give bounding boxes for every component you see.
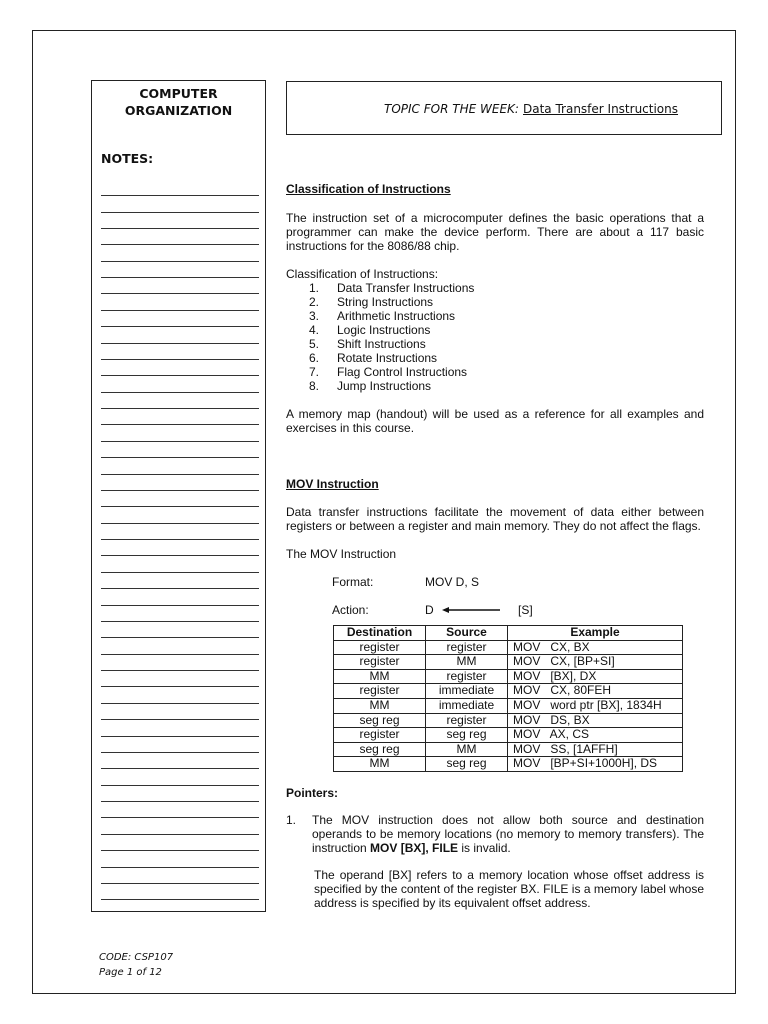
format-label: Format:: [332, 575, 374, 589]
cell-source: register: [426, 669, 508, 684]
col-example: Example: [508, 626, 683, 641]
action-row: [286, 603, 704, 617]
notes-rule-line: [101, 263, 259, 278]
notes-label: NOTES:: [101, 151, 154, 166]
cell-example: MOV SS, [1AFFH]: [508, 742, 683, 757]
format-value: MOV D, S: [425, 575, 480, 589]
cell-destination: register: [334, 728, 426, 743]
col-source: Source: [426, 626, 508, 641]
cell-destination: register: [334, 655, 426, 670]
cell-destination: MM: [334, 698, 426, 713]
cell-example: MOV CX, [BP+SI]: [508, 655, 683, 670]
pointer-text-b: is invalid.: [458, 840, 511, 855]
notes-rule-line: [101, 459, 259, 474]
pointer-1-explanation: The operand [BX] refers to a memory location whose offset address is specified by the content of the register BX. FILE is a memory label whose address is specified by its equivalent offset address.: [314, 867, 704, 910]
cell-destination: seg reg: [334, 713, 426, 728]
notes-rule-line: [101, 590, 259, 605]
notes-rule-line: [101, 689, 259, 704]
notes-rule-line: [101, 427, 259, 442]
notes-rule-line: [101, 672, 259, 687]
list-item: [286, 323, 704, 337]
cell-destination: register: [334, 640, 426, 655]
pointer-code: MOV [BX], FILE: [370, 840, 459, 855]
list-item-number: 8.: [309, 379, 320, 393]
notes-rule-line: [101, 443, 259, 458]
action-src: [S]: [518, 603, 533, 617]
cell-destination: MM: [334, 669, 426, 684]
notes-rule-line: [101, 181, 259, 196]
notes-rule-line: [101, 312, 259, 327]
topic-value: Data Transfer Instructions: [523, 102, 679, 116]
cell-source: register: [426, 713, 508, 728]
cell-destination: MM: [334, 757, 426, 772]
notes-rule-line: [101, 328, 259, 343]
notes-rule-line: [101, 279, 259, 294]
cell-example: MOV word ptr [BX], 1834H: [508, 698, 683, 713]
notes-rule-line: [101, 623, 259, 638]
list-item-number: 2.: [309, 295, 320, 309]
cell-example: MOV CX, BX: [508, 640, 683, 655]
notes-rule-line: [101, 852, 259, 867]
topic-box: [286, 81, 722, 135]
table-row: [334, 713, 683, 728]
list-item-text: Flag Control Instructions: [337, 365, 468, 379]
notes-rule-line: [101, 721, 259, 736]
list-item-number: 7.: [309, 365, 320, 379]
table-header-row: [334, 626, 683, 641]
cell-source: seg reg: [426, 757, 508, 772]
notes-rule-line: [101, 869, 259, 884]
notes-rule-line: [101, 378, 259, 393]
page-number: Page 1 of 12: [99, 967, 162, 978]
list-item-text: Shift Instructions: [337, 337, 426, 351]
list-item-number: 1.: [309, 281, 320, 295]
topic-label: TOPIC FOR THE WEEK:: [384, 102, 519, 116]
memory-map-note: A memory map (handout) will be used as a reference for all examples and exercises in this course.: [286, 407, 704, 435]
classification-list: [286, 281, 704, 393]
list-item-number: 6.: [309, 351, 320, 365]
notes-rule-line: [101, 656, 259, 671]
notes-rule-line: [101, 230, 259, 245]
pointer-1: [286, 813, 704, 855]
list-item-number: 3.: [309, 309, 320, 323]
course-title-line2: ORGANIZATION: [124, 103, 233, 118]
notes-rule-line: [101, 607, 259, 622]
notes-rule-line: [101, 394, 259, 409]
notes-rule-line: [101, 410, 259, 425]
list-item-text: String Instructions: [337, 295, 434, 309]
notes-rule-line: [101, 787, 259, 802]
list-item-text: Arithmetic Instructions: [337, 309, 456, 323]
notes-rule-line: [101, 836, 259, 851]
list-item-text: Rotate Instructions: [337, 351, 438, 365]
cell-destination: register: [334, 684, 426, 699]
cell-example: MOV AX, CS: [508, 728, 683, 743]
course-title-line1: COMPUTER: [139, 86, 218, 101]
list-item: [286, 309, 704, 323]
cell-example: MOV [BX], DX: [508, 669, 683, 684]
pointer-text-a: The MOV instruction does not allow both source and destination operands to be memory locations (no memory to memory transfers). The instruction: [312, 812, 704, 855]
notes-sidebar: [91, 80, 266, 912]
list-item: [286, 337, 704, 351]
notes-rule-line: [101, 345, 259, 360]
list-item: [286, 281, 704, 295]
left-arrow-icon: [442, 605, 502, 615]
pointer-number: 1.: [286, 812, 297, 827]
list-item: [286, 351, 704, 365]
notes-lines: [101, 181, 259, 902]
cell-source: MM: [426, 655, 508, 670]
notes-rule-line: [101, 361, 259, 376]
list-item: [286, 379, 704, 393]
main-content: [286, 182, 704, 910]
mov-table: [333, 625, 683, 772]
table-row: [334, 742, 683, 757]
table-row: [334, 655, 683, 670]
classification-list-intro: Classification of Instructions:: [286, 267, 439, 281]
cell-destination: seg reg: [334, 742, 426, 757]
table-row: [334, 640, 683, 655]
notes-rule-line: [101, 296, 259, 311]
mov-heading: MOV Instruction: [286, 477, 379, 491]
notes-rule-line: [101, 803, 259, 818]
list-item: [286, 295, 704, 309]
notes-rule-line: [101, 705, 259, 720]
table-row: [334, 728, 683, 743]
list-item-number: 5.: [309, 337, 320, 351]
notes-rule-line: [101, 197, 259, 212]
table-row: [334, 698, 683, 713]
notes-rule-line: [101, 771, 259, 786]
cell-source: seg reg: [426, 728, 508, 743]
list-item-text: Data Transfer Instructions: [337, 281, 475, 295]
notes-rule-line: [101, 509, 259, 524]
table-row: [334, 684, 683, 699]
notes-rule-line: [101, 574, 259, 589]
cell-source: immediate: [426, 684, 508, 699]
notes-rule-line: [101, 754, 259, 769]
mov-intro: Data transfer instructions facilitate the movement of data either between registers or between a register and main memory. They do not affect the flags.: [286, 505, 704, 533]
notes-rule-line: [101, 476, 259, 491]
notes-rule-line: [101, 214, 259, 229]
list-item-text: Logic Instructions: [337, 323, 431, 337]
footer: [99, 950, 173, 980]
notes-rule-line: [101, 640, 259, 655]
format-row: [286, 575, 704, 589]
course-title: [92, 85, 265, 119]
notes-rule-line: [101, 558, 259, 573]
notes-rule-line: [101, 492, 259, 507]
cell-example: MOV CX, 80FEH: [508, 684, 683, 699]
col-destination: Destination: [334, 626, 426, 641]
cell-example: MOV DS, BX: [508, 713, 683, 728]
list-item: [286, 365, 704, 379]
cell-source: immediate: [426, 698, 508, 713]
cell-example: MOV [BP+SI+1000H], DS: [508, 757, 683, 772]
notes-rule-line: [101, 885, 259, 900]
pointers-heading: Pointers:: [286, 785, 339, 800]
table-row: [334, 757, 683, 772]
notes-rule-line: [101, 525, 259, 540]
notes-rule-line: [101, 541, 259, 556]
notes-rule-line: [101, 247, 259, 262]
cell-source: register: [426, 640, 508, 655]
classification-heading: Classification of Instructions: [286, 182, 451, 196]
course-code: CODE: CSP107: [99, 952, 174, 963]
list-item-number: 4.: [309, 323, 320, 337]
list-item-text: Jump Instructions: [337, 379, 432, 393]
cell-source: MM: [426, 742, 508, 757]
action-label: Action:: [332, 603, 369, 617]
table-row: [334, 669, 683, 684]
notes-rule-line: [101, 738, 259, 753]
classification-intro: The instruction set of a microcomputer defines the basic operations that a programmer can make the device perform. There are about a 117 basic instructions for the 8086/88 chip.: [286, 211, 704, 253]
action-dest: D: [425, 603, 434, 617]
mov-label: The MOV Instruction: [286, 547, 397, 561]
notes-rule-line: [101, 820, 259, 835]
